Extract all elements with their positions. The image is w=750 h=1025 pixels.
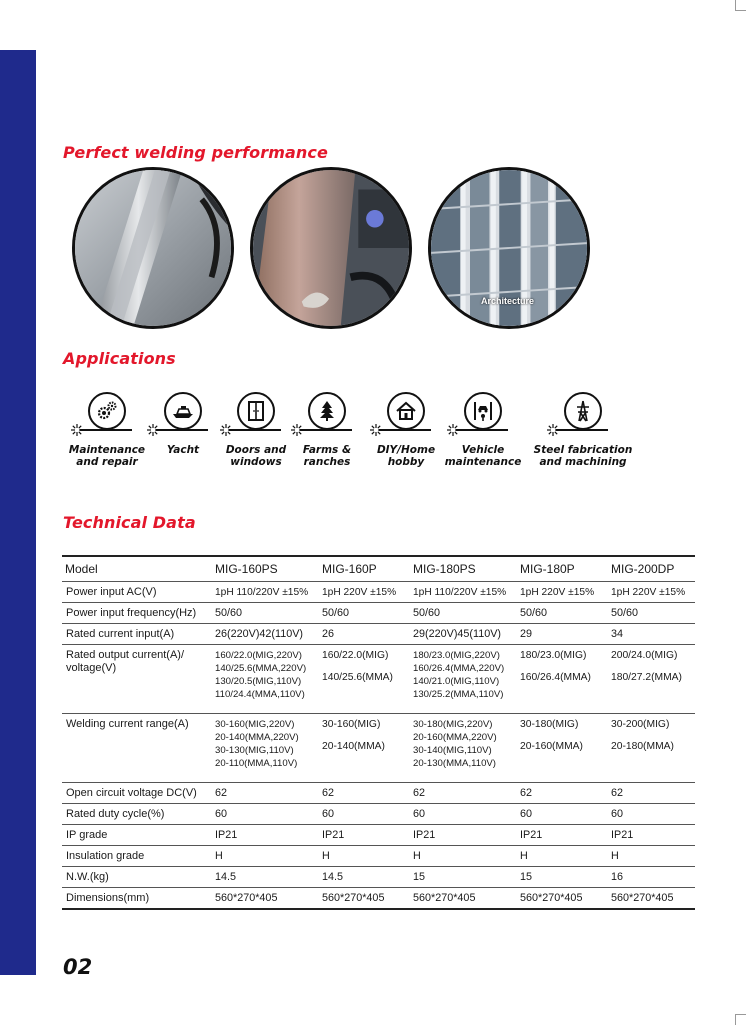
application-item [143, 392, 223, 456]
table-cell [319, 867, 410, 888]
table-cell [608, 888, 695, 910]
table-cell [517, 825, 608, 846]
table-cell [410, 582, 517, 603]
cell-line: 20-160(MMA,220V) [413, 732, 497, 743]
cell-line: 160/26.4(MMA) [520, 672, 591, 683]
row-label: Rated output current(A)/ voltage(V) [62, 645, 212, 714]
table-cell [319, 624, 410, 645]
table-row [62, 846, 695, 867]
performance-heading: Perfect welding performance [63, 143, 328, 162]
table-row [62, 582, 695, 603]
table-row [62, 603, 695, 624]
table-row [62, 825, 695, 846]
cell-value: H [215, 850, 223, 862]
cell-line: 140/25.6(MMA,220V) [215, 663, 307, 674]
cell-line: 30-140(MIG,110V) [413, 745, 492, 756]
spark-icon [370, 423, 382, 435]
application-item [67, 392, 147, 468]
header-cell: Model [62, 556, 212, 582]
table-cell [410, 888, 517, 910]
row-label: Power input AC(V) [62, 582, 212, 603]
cell-line: 180/23.0(MIG,220V) [413, 650, 500, 661]
table-cell [517, 645, 608, 714]
table-cell [608, 582, 695, 603]
cell-value: IP21 [322, 829, 345, 841]
application-item [443, 392, 523, 468]
row-label: Welding current range(A) [62, 714, 212, 783]
application-item [287, 392, 367, 468]
application-label: Steel fabrication and machining [533, 444, 633, 468]
cell-line: 180/23.0(MIG) [520, 650, 587, 661]
cell-line: 20-110(MMA,110V) [215, 758, 298, 769]
cell-value: 14.5 [322, 871, 344, 883]
table-row [62, 888, 695, 910]
cell-value: 1pH 220V ±15% [520, 587, 595, 598]
cell-value: 29(220V)45(110V) [413, 628, 502, 640]
row-label: Insulation grade [62, 846, 212, 867]
cell-value: 60 [413, 808, 426, 820]
application-item [216, 392, 296, 468]
table-cell [212, 582, 319, 603]
cell-value: 15 [413, 871, 426, 883]
row-label: Open circuit voltage DC(V) [62, 783, 212, 804]
spark-icon [291, 423, 303, 435]
cell-line: 130/20.5(MIG,110V) [215, 676, 302, 687]
application-label: DIY/Home hobby [376, 444, 436, 468]
cell-value: 14.5 [215, 871, 237, 883]
row-label: Rated current input(A) [62, 624, 212, 645]
house-icon [387, 392, 425, 430]
cell-line: 130/25.2(MMA,110V) [413, 689, 504, 700]
cell-value: IP21 [413, 829, 436, 841]
header-cell: MIG-180PS [410, 556, 517, 582]
cell-value: 50/60 [215, 607, 243, 619]
car-lift-icon [464, 392, 502, 430]
cell-value: 26 [322, 628, 335, 640]
row-label: IP grade [62, 825, 212, 846]
table-header-row [62, 556, 695, 582]
cell-value: 1pH 110/220V ±15% [413, 587, 507, 598]
application-label: Farms & ranches [302, 444, 352, 468]
cell-value: IP21 [520, 829, 543, 841]
table-row [62, 624, 695, 645]
cell-line: 20-130(MMA,110V) [413, 758, 497, 769]
table-cell [319, 582, 410, 603]
row-label: Power input frequency(Hz) [62, 603, 212, 624]
yacht-icon [164, 392, 202, 430]
cell-value: 16 [611, 871, 624, 883]
cell-line: 30-180(MIG,220V) [413, 719, 493, 730]
cell-line: 20-180(MMA) [611, 741, 674, 752]
cell-line: 160/22.0(MIG) [322, 650, 389, 661]
table-cell [517, 714, 608, 783]
table-cell [517, 624, 608, 645]
table-cell [212, 825, 319, 846]
page-number: 02 [63, 955, 93, 979]
table-cell [319, 846, 410, 867]
cell-value: 62 [322, 787, 335, 799]
cell-value: 60 [520, 808, 533, 820]
header-cell: MIG-180P [517, 556, 608, 582]
table-cell [212, 645, 319, 714]
architecture-photo [428, 167, 590, 329]
table-cell [212, 603, 319, 624]
table-cell [319, 825, 410, 846]
cell-value: 62 [413, 787, 426, 799]
header-cell: MIG-200DP [608, 556, 695, 582]
cell-value: 60 [322, 808, 335, 820]
cell-line: 110/24.4(MMA,110V) [215, 689, 305, 700]
cell-value: 15 [520, 871, 533, 883]
cell-line: 20-140(MMA) [322, 741, 385, 752]
cell-line: 30-180(MIG) [520, 719, 579, 730]
row-label: N.W.(kg) [62, 867, 212, 888]
header-cell: MIG-160PS [212, 556, 319, 582]
cell-value: IP21 [215, 829, 238, 841]
spark-icon [220, 423, 232, 435]
cell-value: 560*270*405 [215, 892, 278, 904]
cell-line: 20-140(MMA,220V) [215, 732, 299, 743]
table-cell [517, 783, 608, 804]
table-cell [410, 825, 517, 846]
cell-value: 1pH 110/220V ±15% [215, 587, 309, 598]
cell-line: 30-200(MIG) [611, 719, 670, 730]
table-cell [517, 582, 608, 603]
table-cell [212, 624, 319, 645]
header-cell: MIG-160P [319, 556, 410, 582]
row-label: Dimensions(mm) [62, 888, 212, 910]
table-cell [212, 888, 319, 910]
table-cell [410, 603, 517, 624]
door-icon [237, 392, 275, 430]
table-row [62, 804, 695, 825]
table-cell [319, 714, 410, 783]
architecture-caption: Architecture [481, 296, 535, 306]
table-cell [319, 888, 410, 910]
cell-value: H [322, 850, 330, 862]
table-cell [517, 804, 608, 825]
cell-line: 160/22.0(MIG,220V) [215, 650, 302, 661]
spark-icon [547, 423, 559, 435]
table-cell [608, 825, 695, 846]
cell-value: 50/60 [322, 607, 350, 619]
cell-line: 160/26.4(MMA,220V) [413, 663, 505, 674]
cell-value: 560*270*405 [413, 892, 476, 904]
table-row [62, 867, 695, 888]
table-cell [410, 645, 517, 714]
application-label: Maintenance and repair [68, 444, 146, 468]
cell-line: 140/25.6(MMA) [322, 672, 393, 683]
table-cell [410, 624, 517, 645]
cell-line: 30-160(MIG) [322, 719, 381, 730]
table-cell [212, 846, 319, 867]
applications-heading: Applications [63, 349, 176, 368]
cell-value: 62 [215, 787, 228, 799]
table-cell [517, 846, 608, 867]
cell-line: 180/27.2(MMA) [611, 672, 682, 683]
table-cell [608, 603, 695, 624]
table-row [62, 783, 695, 804]
table-cell [319, 645, 410, 714]
left-color-bar [0, 50, 36, 975]
cell-value: 560*270*405 [520, 892, 583, 904]
cell-value: 560*270*405 [611, 892, 674, 904]
cell-value: IP21 [611, 829, 634, 841]
table-cell [608, 783, 695, 804]
spark-icon [147, 423, 159, 435]
weld-seam-photo [72, 167, 234, 329]
cell-value: 62 [611, 787, 624, 799]
cell-line: 140/21.0(MIG,110V) [413, 676, 500, 687]
technical-data-heading: Technical Data [63, 513, 196, 532]
table-cell [517, 888, 608, 910]
table-cell [212, 714, 319, 783]
cell-line: 20-160(MMA) [520, 741, 583, 752]
cell-value: 34 [611, 628, 624, 640]
cell-value: 60 [215, 808, 228, 820]
cell-value: 29 [520, 628, 533, 640]
cell-value: 50/60 [413, 607, 441, 619]
crop-mark-top [735, 0, 746, 11]
table-cell [608, 714, 695, 783]
cell-line: 30-130(MIG,110V) [215, 745, 294, 756]
cell-value: H [520, 850, 528, 862]
cell-value: 50/60 [520, 607, 548, 619]
tree-icon [308, 392, 346, 430]
table-cell [608, 867, 695, 888]
gears-icon [88, 392, 126, 430]
cell-value: H [413, 850, 421, 862]
application-item [366, 392, 446, 468]
table-cell [410, 846, 517, 867]
spark-icon [447, 423, 459, 435]
table-cell [608, 624, 695, 645]
spark-icon [71, 423, 83, 435]
table-cell [212, 804, 319, 825]
table-cell [410, 783, 517, 804]
cell-line: 30-160(MIG,220V) [215, 719, 295, 730]
application-label: Vehicle maintenance [444, 444, 522, 468]
table-cell [319, 603, 410, 624]
table-cell [212, 867, 319, 888]
table-cell [319, 783, 410, 804]
cell-value: 60 [611, 808, 624, 820]
table-cell [212, 783, 319, 804]
welded-pipe-photo [250, 167, 412, 329]
table-cell [608, 804, 695, 825]
cell-line: 200/24.0(MIG) [611, 650, 678, 661]
cell-value: 1pH 220V ±15% [611, 587, 686, 598]
table-cell [608, 846, 695, 867]
application-label: Doors and windows [225, 444, 287, 468]
technical-data-table [62, 555, 695, 910]
table-cell [410, 867, 517, 888]
crop-mark-bottom [735, 1014, 746, 1025]
cell-value: H [611, 850, 619, 862]
table-row [62, 645, 695, 714]
table-cell [319, 804, 410, 825]
table-row [62, 714, 695, 783]
table-cell [517, 867, 608, 888]
table-cell [410, 714, 517, 783]
pylon-icon [564, 392, 602, 430]
table-cell [517, 603, 608, 624]
application-item [533, 392, 633, 468]
table-cell [410, 804, 517, 825]
table-cell [608, 645, 695, 714]
cell-value: 50/60 [611, 607, 639, 619]
cell-value: 560*270*405 [322, 892, 385, 904]
cell-value: 1pH 220V ±15% [322, 587, 397, 598]
application-label: Yacht [166, 444, 200, 456]
row-label: Rated duty cycle(%) [62, 804, 212, 825]
cell-value: 62 [520, 787, 533, 799]
cell-value: 26(220V)42(110V) [215, 628, 304, 640]
